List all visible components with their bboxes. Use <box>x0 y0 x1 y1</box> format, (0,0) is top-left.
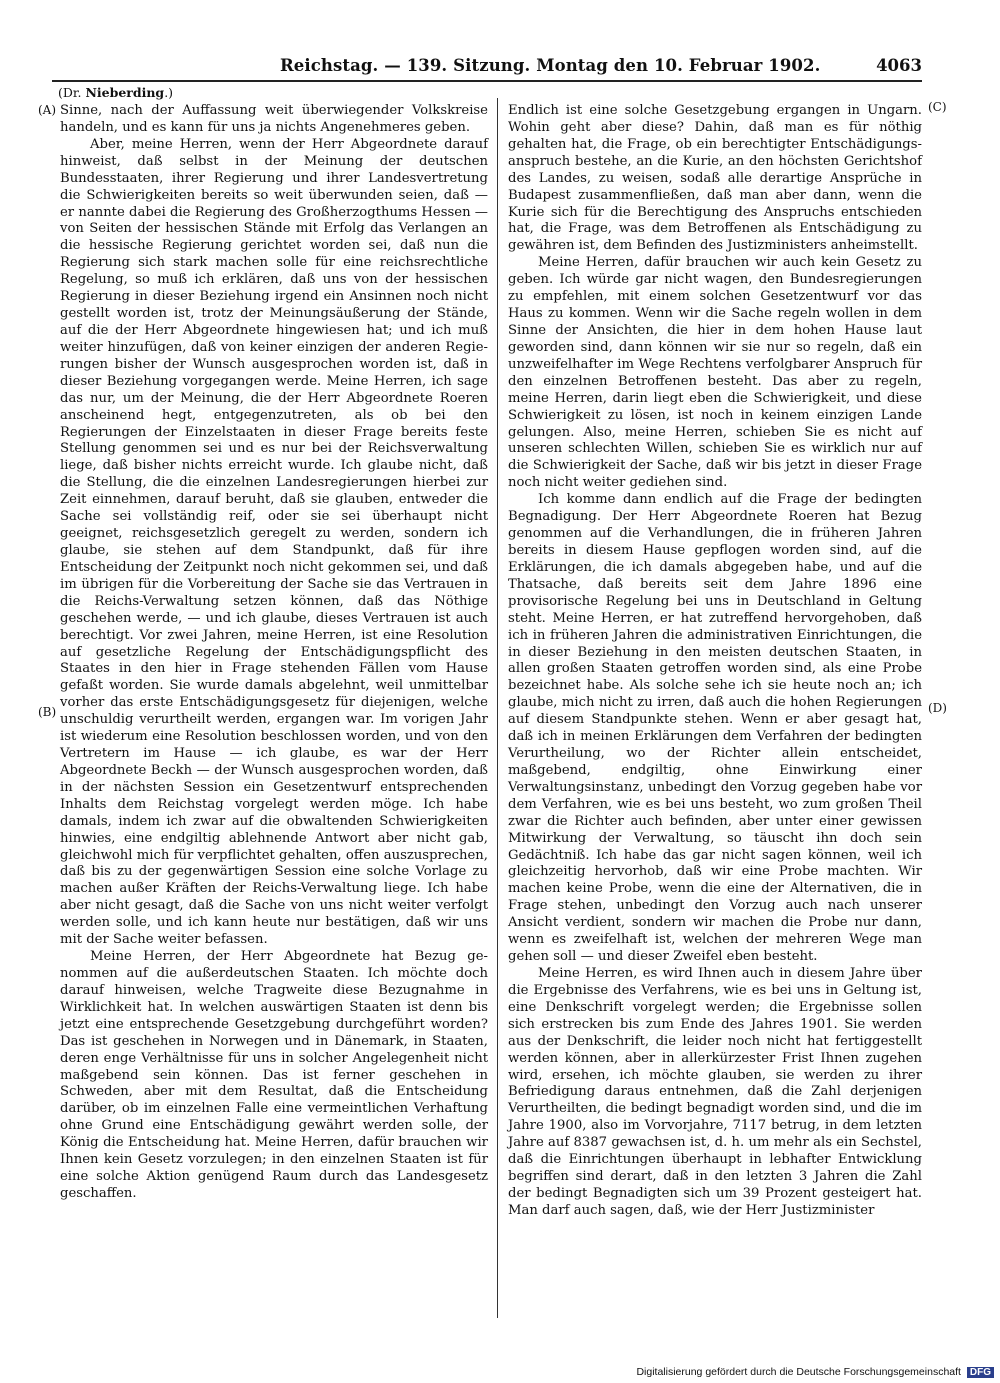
speaker-label <box>58 85 173 100</box>
page-header <box>50 56 922 80</box>
paragraph: Sinne, nach der Auffassung weit überwiegender Volkskreise handeln, und es kann für uns ja nichts Angenehmeres geben. <box>60 103 488 135</box>
paragraph: Meine Herren, es wird Ihnen auch in diesem Jahre über die Ergebnisse des Verfahrens, wie es bei uns in Geltung ist, eine Denkschrift vorgelegt werden; die Ergebnisse sollen sich erstrecken bis zum Ende des Jahres 1901. Sie werden aus der Denkschrift, die leider noch nicht hat fertiggestellt werden können, aber in allerkürzester Frist Ihnen zugehen wird, ersehen, ich möchte glauben, sie werden zu ihrer Befriedigung daraus entnehmen, daß die Zahl derjenigen Verurtheilten, die bedingt begnadigt worden sind, und die im Jahre 1900, also im Vorvorjahre, 7117 betrug, in dem letzten Jahre auf 8387 gewachsen ist, d. h. um mehr als ein Sechstel, daß die Einrichtungen überhaupt in lebhafter Entwicklung begriffen sind derart, daß in den letzten 3 Jahren die Zahl der bedingt Begnadigten sich um 39 Prozent gesteigert hat. Man darf auch sagen, daß, wie der Herr Justizminister <box>508 966 922 1218</box>
running-title: Reichstag. — 139. Sitzung. Montag den 10. Februar 1902. <box>280 56 821 75</box>
margin-marker-d: (D) <box>928 701 947 715</box>
margin-marker-a: (A) <box>38 103 57 117</box>
dfg-logo: DFG <box>967 1367 994 1378</box>
footer-text: Digitalisierung gefördert durch die Deutsche Forschungsgemeinschaft <box>636 1366 961 1378</box>
speaker-name: Nieberding <box>85 85 165 100</box>
header-rule <box>52 80 922 82</box>
footer-credit <box>636 1366 994 1378</box>
paragraph: Ich komme dann endlich auf die Frage der bedingten Begnadigung. Der Herr Abgeordnete Roeren hat Bezug genommen auf die Verhandlungen, die in früheren Jahren bereits in diesem Hause gepflogen worden sind, auf die Erklärungen, die ich damals abgegeben habe, und auf die Thatsache, daß bereits seit dem Jahre 1896 eine provisorische Regelung bei uns in Deutschland in Geltung steht. Meine Herren, er hat zutreffend hervorgehoben, daß ich in früheren Jahren die administrativen Einrichtungen, die in dieser Beziehung in den meisten deutschen Staaten, in allen großen Staaten getroffen worden sind, als eine Probe bezeichnet habe. Als solche sehe ich sie heute noch an; ich glaube, mich nicht zu irren, daß auch die hohen Regierungen auf diesem Standpunkte stehen. Wenn er aber gesagt hat, daß ich in meinen Erklärungen dem Verfahren der bedingten Verurtheilung, wo der Richter allein entscheidet, maßgebend, endgiltig, ohne Einwirkung einer Verwaltungsinstanz, unbedingt den Vorzug gegeben habe vor dem Verfahren, wie es bei uns besteht, wo zum großen Theil zwar die Richter auch befinden, aber unter einer gewissen Mitwirkung der Verwaltung, so täuscht ihn doch sein Gedächtniß. Ich habe das gar nicht sagen können, weil ich gleichzeitig hervorhob, daß wir eine Probe machten. Wir machen keine Probe, wenn die eine der Alternativen, die in Frage stehen, unbedingt den Vorzug auch nach unserer Ansicht verdient, sondern wir machen die Probe nur dann, wenn es zweifelhaft ist, welchen der mehreren Wege man gehen soll — und dieser Zweifel eben besteht. <box>508 492 922 965</box>
speaker-suffix: .) <box>164 85 174 100</box>
right-column <box>508 103 922 1220</box>
column-divider <box>497 98 498 1318</box>
paragraph: Aber, meine Herren, wenn der Herr Abgeordnete darauf hinweist, daß selbst in der Meinung der deutschen Bundesstaaten, ihrer Regierung und ihrer Landesvertretung die Schwierigkeiten bereits so weit überwunden seien, daß — er nannte dabei die Regierung des Großherzogthums Hessen — von Seiten der hessischen Stände mit Erfolg das Verlangen an die hessische Regierung gerichtet worden sei, daß nun die Regierung sich stark machen solle für eine reichsrechtliche Regelung, so muß ich erklären, daß uns von der hessischen Regierung in dieser Beziehung irgend ein Ansinnen noch nicht gestellt worden ist, trotz der Meinungsäußerung der Stände, auf die der Herr Abgeordnete hingewiesen hat; und ich muß weiter hinzufügen, daß von keiner einzigen der anderen Regierungen bisher der Wunsch ausgesprochen worden ist, daß in dieser Beziehung vorgegangen werde. Meine Herren, ich sage das nur, um der Meinung, die der Herr Abgeordnete Roeren anscheinend hegt, entgegenzutreten, als ob bei den Regierungen der Einzelstaaten in dieser Frage bereits feste Stellung genommen sei und es nur bei der Reichsverwaltung liege, daß bisher nichts erreicht wurde. Ich glaube nicht, daß die Stellung, die die einzelnen Landesregierungen hierbei zur Zeit einnehmen, darauf beruht, daß sie glauben, entweder die Sache sei vollständig reif, oder sie sei überhaupt nicht geeignet, reichsgesetzlich geregelt zu werden, sondern ich glaube, sie stehen auf dem Standpunkt, daß für ihre Entscheidung der Zeitpunkt noch nicht gekommen sei, und daß im übrigen für die Vorbereitung der Sache sie das Vertrauen in die Reichs-Verwaltung setzen können, daß das Nöthige geschehen werde, — und ich glaube, dieses Vertrauen ist auch berechtigt. Vor zwei Jahren, meine Herren, ist eine Resolution auf gesetzliche Regelung der Entschädigungspflicht des Staates in den hier in Frage stehenden Fällen vom Hause gefaßt worden. Sie wurde damals abgelehnt, weil unmittelbar vorher das erste Entschädigungsgesetz für diejenigen, welche unschuldig verurtheilt werden, ergangen war. Im vorigen Jahr ist wiederum eine Resolution beschlossen worden, und von den Vertretern im Hause — ich glaube, es war der Herr Abgeordnete Beckh — der Wunsch ausgesprochen worden, daß in der nächsten Session ein Gesetzentwurf entsprechenden Inhalts dem Reichstag vorgelegt werden möge. Ich habe damals, indem ich zwar auf die obwaltenden Schwierigkeiten hinwies, eine endgiltig ablehnende Antwort aber nicht gab, gleichwohl mich für verpflichtet gehalten, offen auszusprechen, daß bis zu der gegenwärtigen Session eine solche Vorlage zu machen außer Kräften der Reichs-Verwaltung liege. Ich habe aber nicht gesagt, daß die Sache von uns nicht weiter verfolgt werden solle, und ich kann heute nur bestätigen, daß wir uns mit der Sache weiter befassen. <box>60 136 488 948</box>
left-column <box>60 103 488 1203</box>
page-number: 4063 <box>876 56 922 75</box>
margin-marker-c: (C) <box>928 100 947 114</box>
paragraph: Meine Herren, der Herr Abgeordnete hat Bezug genommen auf die außerdeutschen Staaten. Ich möchte doch darauf hinweisen, welche Tragweite diese Bezugnahme in Wirklichkeit hat. In welchen auswärtigen Staaten ist denn bis jetzt eine entsprechende Gesetzgebung durchgeführt worden? Das ist geschehen in Norwegen und in Dänemark, in Staaten, deren enge Verhältnisse für uns in solcher Angelegenheit nicht maßgebend sein können. Das ist ferner geschehen in Schweden, aber mit dem Resultat, daß die Entscheidung darüber, ob im einzelnen Falle eine vermeintlichen Verhaftung ohne Grund eine Entschädigung gewährt werden solle, der König die Entscheidung hat. Meine Herren, dafür brauchen wir Ihnen kein Gesetz vorzulegen; in den einzelnen Staaten ist für eine solche Aktion genügend Raum durch das Landesgesetz geschaffen. <box>60 949 488 1201</box>
margin-marker-b: (B) <box>38 705 57 719</box>
paragraph: Endlich ist eine solche Gesetzgebung ergangen in Ungarn. Wohin geht aber diese? Dahin, daß man es für nöthig gehalten hat, die Frage, ob ein berechtigter Entschädigungsanspruch bestehe, an die Kurie, an den höchsten Gerichtshof des Landes, zu weisen, sodaß alle derartige Ansprüche in Budapest zusammenfließen, daß man aber dann, wenn die Kurie sich für die Berechtigung des Anspruchs entschieden hat, die Frage, was dem Betroffenen als Entschädigung zu gewähren ist, dem Befinden des Justizministers anheimstellt. <box>508 103 922 254</box>
speaker-prefix: (Dr. <box>58 85 86 100</box>
paragraph: Meine Herren, dafür brauchen wir auch kein Gesetz zu geben. Ich würde gar nicht wagen, den Bundesregierungen zu empfehlen, mit einem solchen Gesetzentwurf vor das Haus zu kommen. Wenn wir die Sache regeln wollen in dem Sinne der Ansichten, die hier in dem hohen Hause laut geworden sind, dann können wir sie nur so regeln, daß ein unzweifelhafter im Wege Rechtens verfolgbarer Anspruch für den einzelnen Betroffenen besteht. Das aber zu regeln, meine Herren, darin liegt eben die Schwierigkeit, und diese Schwierigkeit zu lösen, ist noch in keinem einzigen Lande gelungen. Also, meine Herren, schieben Sie es nicht auf unseren schlechten Willen, schieben Sie es wirklich nur auf die Schwierigkeit der Sache, daß wir bis jetzt in dieser Frage noch nicht weiter gediehen sind. <box>508 255 922 491</box>
